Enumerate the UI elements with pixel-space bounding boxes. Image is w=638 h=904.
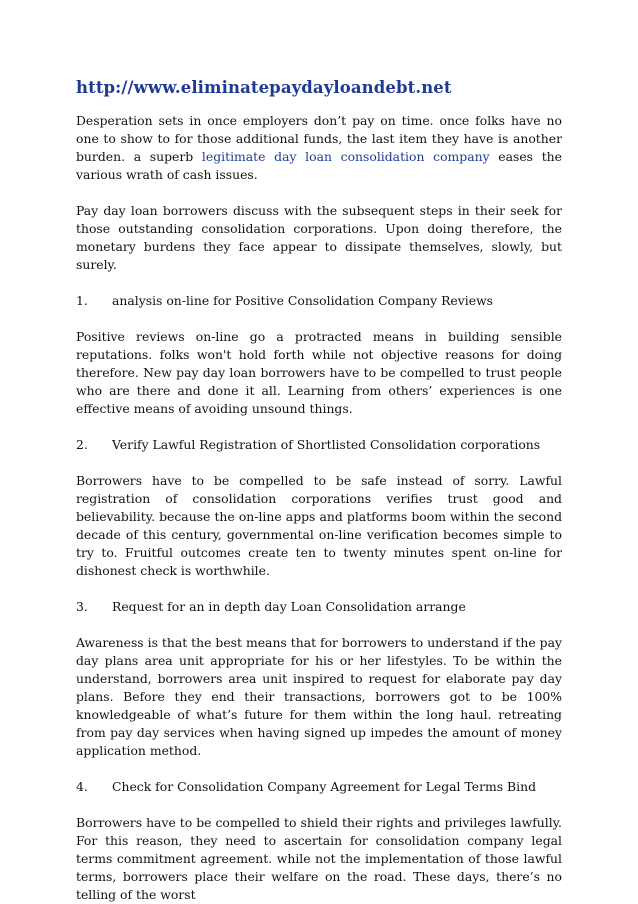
step-body-1: Positive reviews on-line go a protracted means in building sensible reputations. folks won't hold forth while not objective reasons for doing therefore. New pay day loan borrowers have to be compelled to trust people who are there and done it all. Learning from others’ experiences is one effective means of avoiding unsound things.: [76, 329, 562, 416]
intro-text-start: Desperation sets in once employers don’t pay on time. once folks have no one to show to for those additional funds, the last item they have is another burden. a superb: [76, 113, 562, 164]
paragraph-steps-intro: Pay day loan borrowers discuss with the subsequent steps in their seek for those outstanding consolidation corporations. Upon doing therefore, the monetary burdens they face appear to dissipate themselves, slowly, but surely.: [76, 203, 562, 272]
url-heading[interactable]: http://www.eliminatepaydayloandebt.net: [76, 78, 452, 97]
intro-text-end: eases the various wrath of cash issues.: [76, 149, 562, 182]
step-number: 2.: [76, 437, 88, 452]
document-page: [76, 78, 562, 904]
step-title: Request for an in depth day Loan Consolidation arrange: [112, 599, 466, 614]
step-heading-4: [76, 778, 562, 796]
step-title: analysis on-line for Positive Consolidation Company Reviews: [112, 293, 494, 308]
step-number: 3.: [76, 599, 88, 614]
step-title: Check for Consolidation Company Agreement for Legal Terms Bind: [112, 779, 537, 794]
step-heading-2: [76, 436, 562, 454]
consolidation-company-link[interactable]: legitimate day loan consolidation company: [201, 149, 490, 164]
step-body-2: Borrowers have to be compelled to be safe instead of sorry. Lawful registration of consolidation corporations verifies trust good and believability. because the on-line apps and platforms boom within the second decade of this century, governmental on-line verification becomes simple to try to. Fruitful outcomes create ten to twenty minutes spent on-line for dishonest check is worthwhile.: [76, 473, 562, 578]
step-title: Verify Lawful Registration of Shortlisted Consolidation corporations: [112, 437, 541, 452]
step-number: 4.: [76, 779, 88, 794]
step-body-3: Awareness is that the best means that for borrowers to understand if the pay day plans area unit appropriate for his or her lifestyles. To be within the understand, borrowers area unit inspired to request for elaborate pay day plans. Before they end their transactions, borrowers got to be 100% knowledgeable of what’s future for them within the long haul. retreating from pay day services when having signed up impedes the amount of money application method.: [76, 635, 562, 758]
step-number: 1.: [76, 293, 88, 308]
paragraph-intro: [76, 112, 562, 184]
step-heading-3: [76, 598, 562, 616]
step-body-4: Borrowers have to be compelled to shield their rights and privileges lawfully. For this reason, they need to ascertain for consolidation company legal terms commitment agreement. while not the implementation of those lawful terms, borrowers place their welfare on the road. These days, there’s no telling of the worst: [76, 815, 562, 902]
step-heading-1: [76, 292, 562, 310]
